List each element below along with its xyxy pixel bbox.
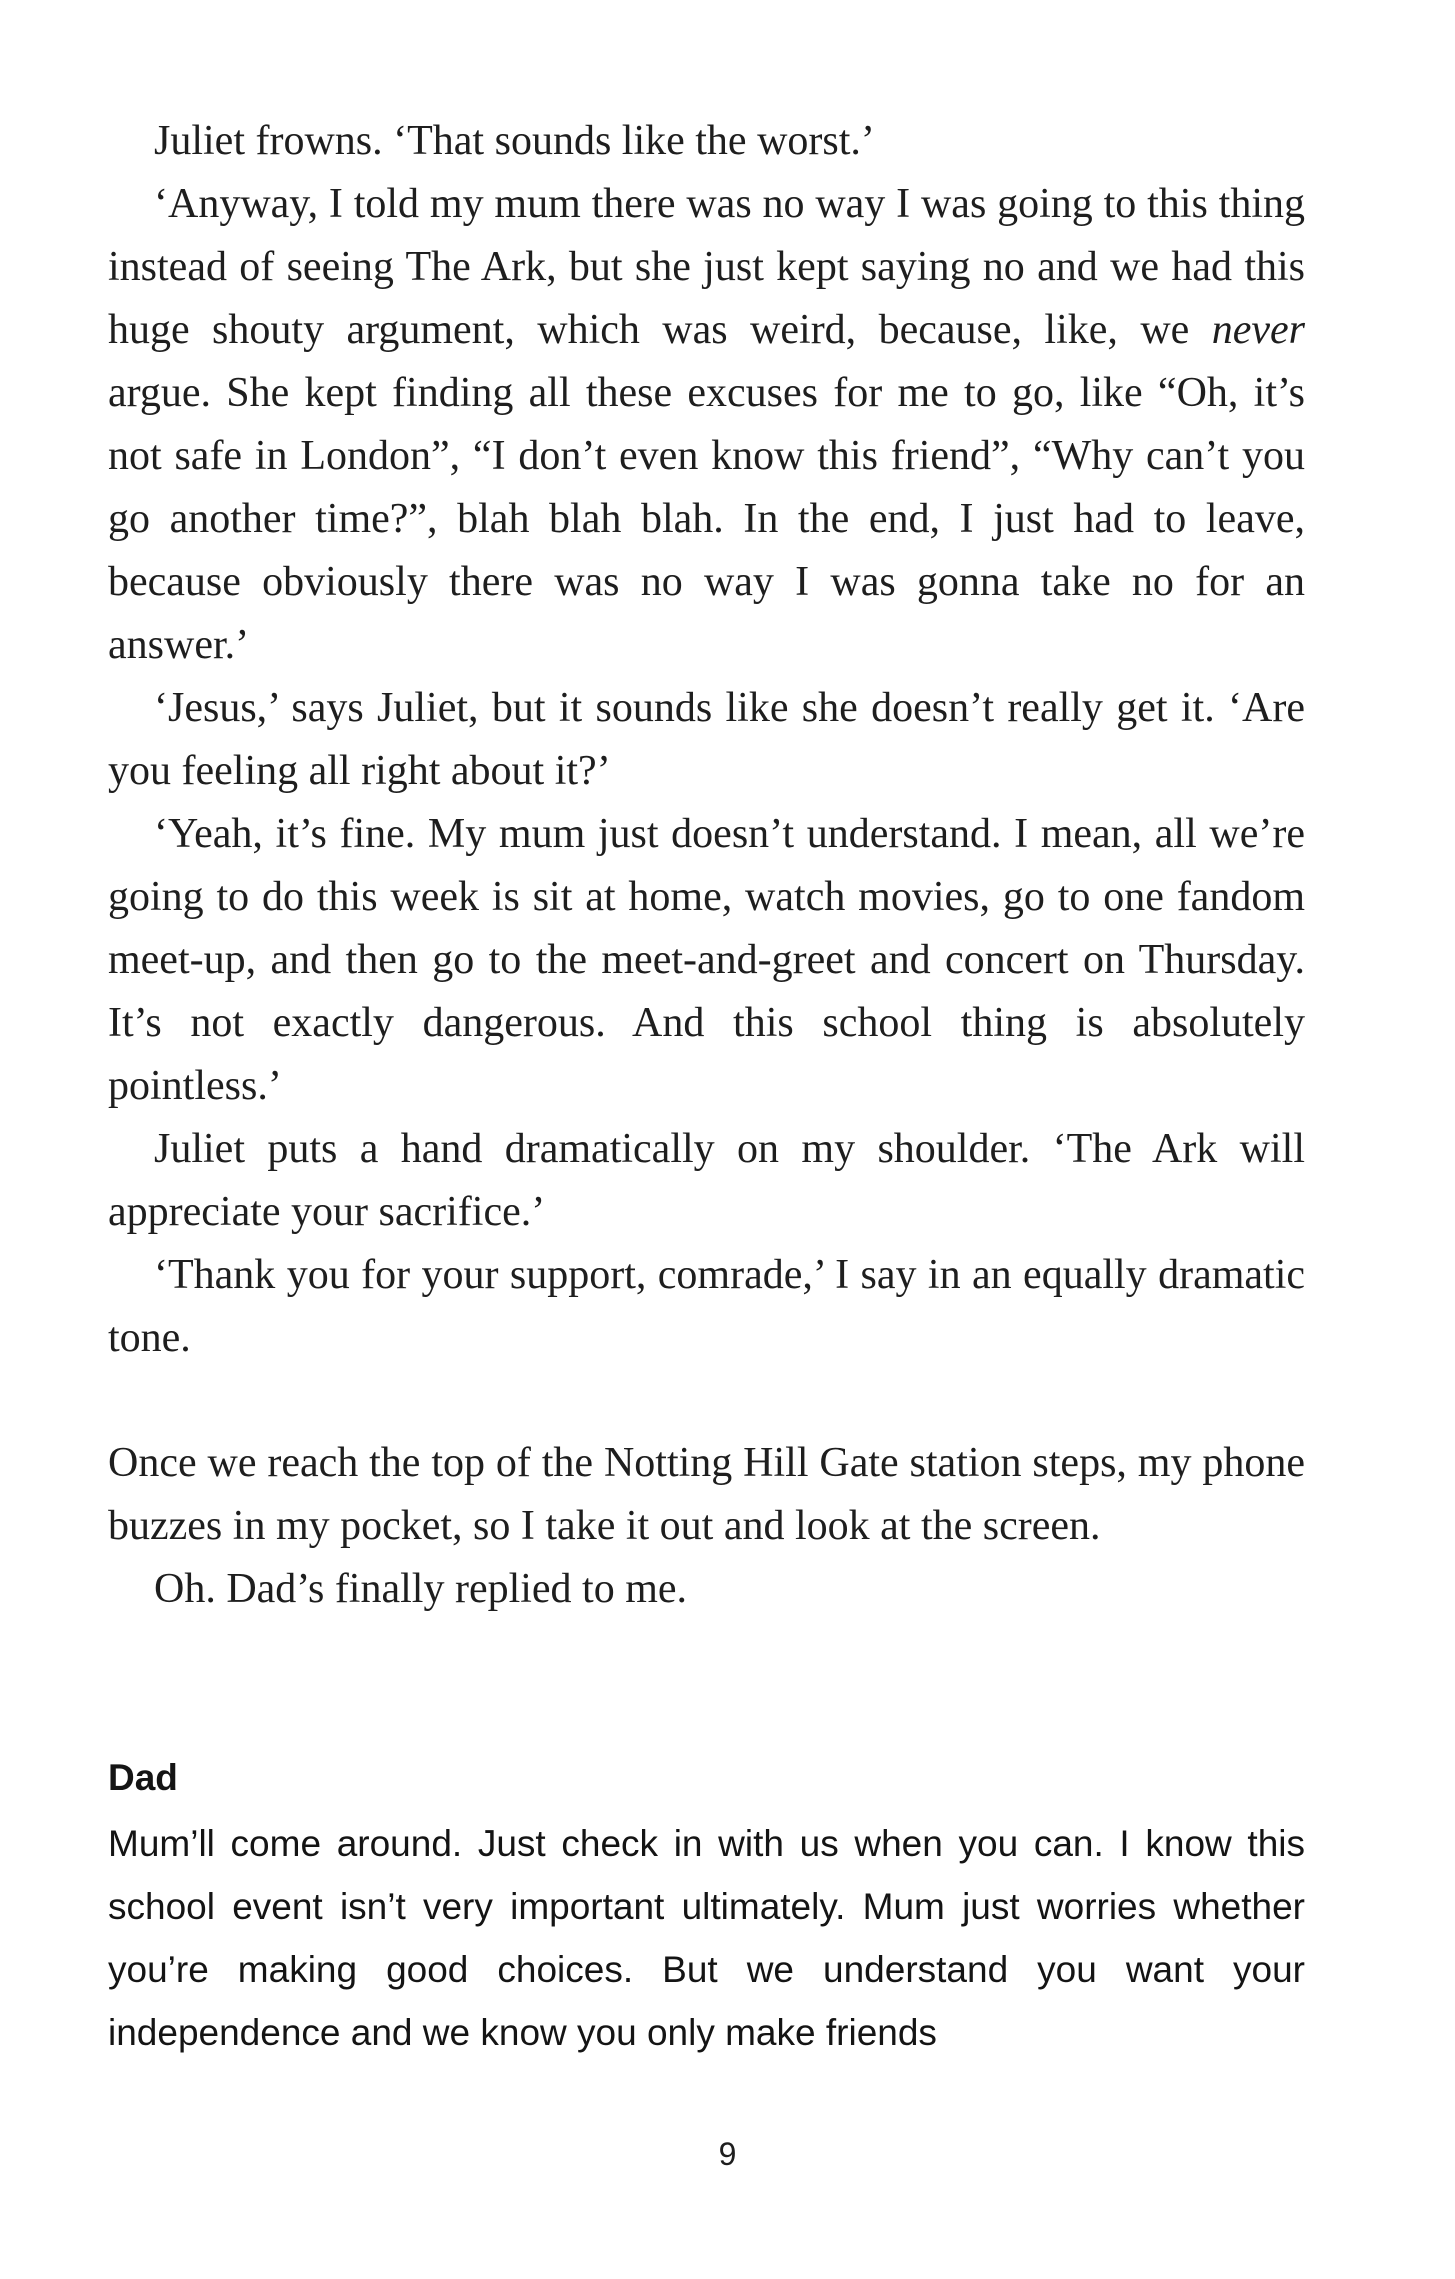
message-sender: Dad bbox=[108, 1757, 178, 1798]
story-text-bottom bbox=[108, 1432, 1305, 1621]
paragraph: Juliet puts a hand dramatically on my shoulder. ‘The Ark will appreciate your sacrifice.’ bbox=[108, 1126, 1305, 1235]
paragraph: ‘Jesus,’ says Juliet, but it sounds like she doesn’t really get it. ‘Are you feeling all right about it?’ bbox=[108, 685, 1305, 794]
paragraph-argument bbox=[108, 173, 1305, 677]
message-body: Mum’ll come around. Just check in with us when you can. I know this school event isn’t very important ultimately. Mum just worries whether you’re making good choices. But we understand you want your independence and we know you only make friends bbox=[108, 1823, 1305, 2053]
paragraph: ‘Thank you for your support, comrade,’ I say in an equally dramatic tone. bbox=[108, 1252, 1305, 1361]
paragraph: Oh. Dad’s finally replied to me. bbox=[154, 1566, 688, 1612]
page-number: 9 bbox=[718, 2136, 737, 2172]
emphasis-text: never bbox=[1211, 307, 1305, 353]
text-run: ‘Anyway, I told my mum there was no way I was going to this thing instead of seeing The Ark, but she just kept saying no and we had this huge shouty argument, which was weird, because, like, we bbox=[108, 181, 1305, 353]
paragraph: ‘Yeah, it’s fine. My mum just doesn’t understand. I mean, all we’re going to do this week is sit at home, watch movies, go to one fandom meet-up, and then go to the meet-and-greet and concert on Thursday. It’s not exactly dangerous. And this school thing is absolutely pointless.’ bbox=[108, 811, 1305, 1109]
text-run: argue. She kept finding all these excuses for me to go, like “Oh, it’s not safe in London”, “I don’t even know this friend”, “Why can’t you go another time?”, blah blah blah. In the end, I just had to leave, because obviously there was no way I was gonna take no for an answer.’ bbox=[108, 370, 1305, 668]
paragraph-section-start: Once we reach the top of the Notting Hill Gate station steps, my phone buzzes in my pocket, so I take it out and look at the screen. bbox=[108, 1440, 1305, 1549]
paragraph: Juliet frowns. ‘That sounds like the worst.’ bbox=[154, 118, 875, 164]
story-text-top bbox=[108, 110, 1305, 1370]
